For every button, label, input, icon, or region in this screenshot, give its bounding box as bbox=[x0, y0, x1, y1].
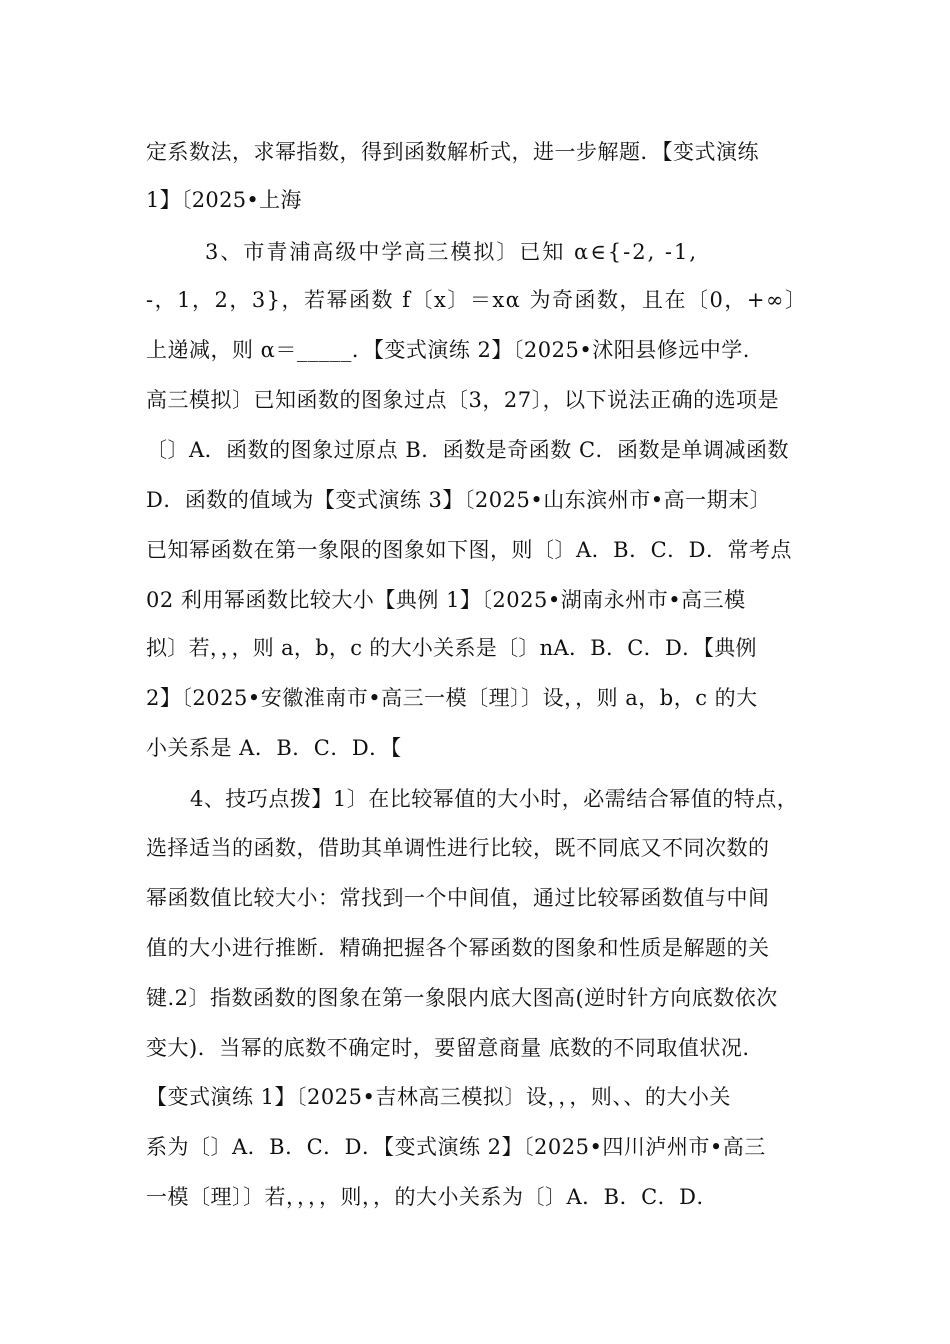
text-line: 拟〕若，，，则 a，b，c 的大小关系是〔〕nA．B．C．D．【典例 bbox=[146, 636, 757, 660]
text-line: 定系数法，求幂指数，得到函数解析式，进一步解题．【变式演练 bbox=[146, 140, 759, 164]
text-line: 系为〔〕A．B．C．D．【变式演练 2】〔2025•四川泸州市•高三 bbox=[146, 1135, 766, 1159]
text-line: 一模〔理〕〕若，，，，则，，的大小关系为〔〕A．B．C．D． bbox=[146, 1185, 718, 1209]
text-line: 2】〔2025•安徽淮南市•高三一模〔理〕〕设，，则 a，b，c 的大 bbox=[146, 686, 758, 710]
text-line: 变大)．当幂的底数不确定时，要留意商量 底数的不同取值状况. bbox=[146, 1036, 750, 1060]
text-line: -，1，2，3}，若幂函数 f〔x〕＝xα 为奇函数，且在〔0，+∞〕 bbox=[146, 288, 808, 312]
text-line: 小关系是 A．B．C．D．【 bbox=[146, 736, 402, 760]
text-line: 值的大小进行推断．精确把握各个幂函数的图象和性质是解题的关 bbox=[146, 936, 770, 960]
text-line: 幂函数值比较大小：常找到一个中间值，通过比较幂函数值与中间 bbox=[146, 886, 770, 910]
text-line: 02 利用幂函数比较大小【典例 1】〔2025•湖南永州市•高三模 bbox=[146, 588, 746, 612]
text-line: 3、市青浦高级中学高三模拟〕已知 α∈{-2, -1, bbox=[205, 240, 699, 264]
text-line: 键.2〕指数函数的图象在第一象限内底大图高(逆时针方向底数依次 bbox=[146, 986, 778, 1010]
text-line: 已知幂函数在第一象限的图象如下图，则〔〕A．B．C．D．常考点 bbox=[146, 538, 792, 562]
text-line: 上递减，则 α＝_____．【变式演练 2】〔2025•沭阳县修远中学. bbox=[146, 338, 750, 362]
text-line: 选择适当的函数，借助其单调性进行比较，既不同底又不同次数的 bbox=[146, 836, 770, 860]
text-line: 〔〕A．函数的图象过原点 B．函数是奇函数 C．函数是单调减函数 bbox=[146, 438, 790, 462]
text-line: 【变式演练 1】〔2025•吉林高三模拟〕设，，，则、、的大小关 bbox=[146, 1085, 731, 1109]
text-line: 4、技巧点拨】1〕在比较幂值的大小时，必需结合幂值的特点， bbox=[190, 787, 799, 811]
text-line: 高三模拟〕已知函数的图象过点〔3，27〕，以下说法正确的选项是 bbox=[146, 388, 780, 412]
text-line: D．函数的值域为【变式演练 3】〔2025•山东滨州市•高一期末〕 bbox=[146, 488, 772, 512]
text-line: 1】〔2025•上海 bbox=[146, 188, 302, 212]
